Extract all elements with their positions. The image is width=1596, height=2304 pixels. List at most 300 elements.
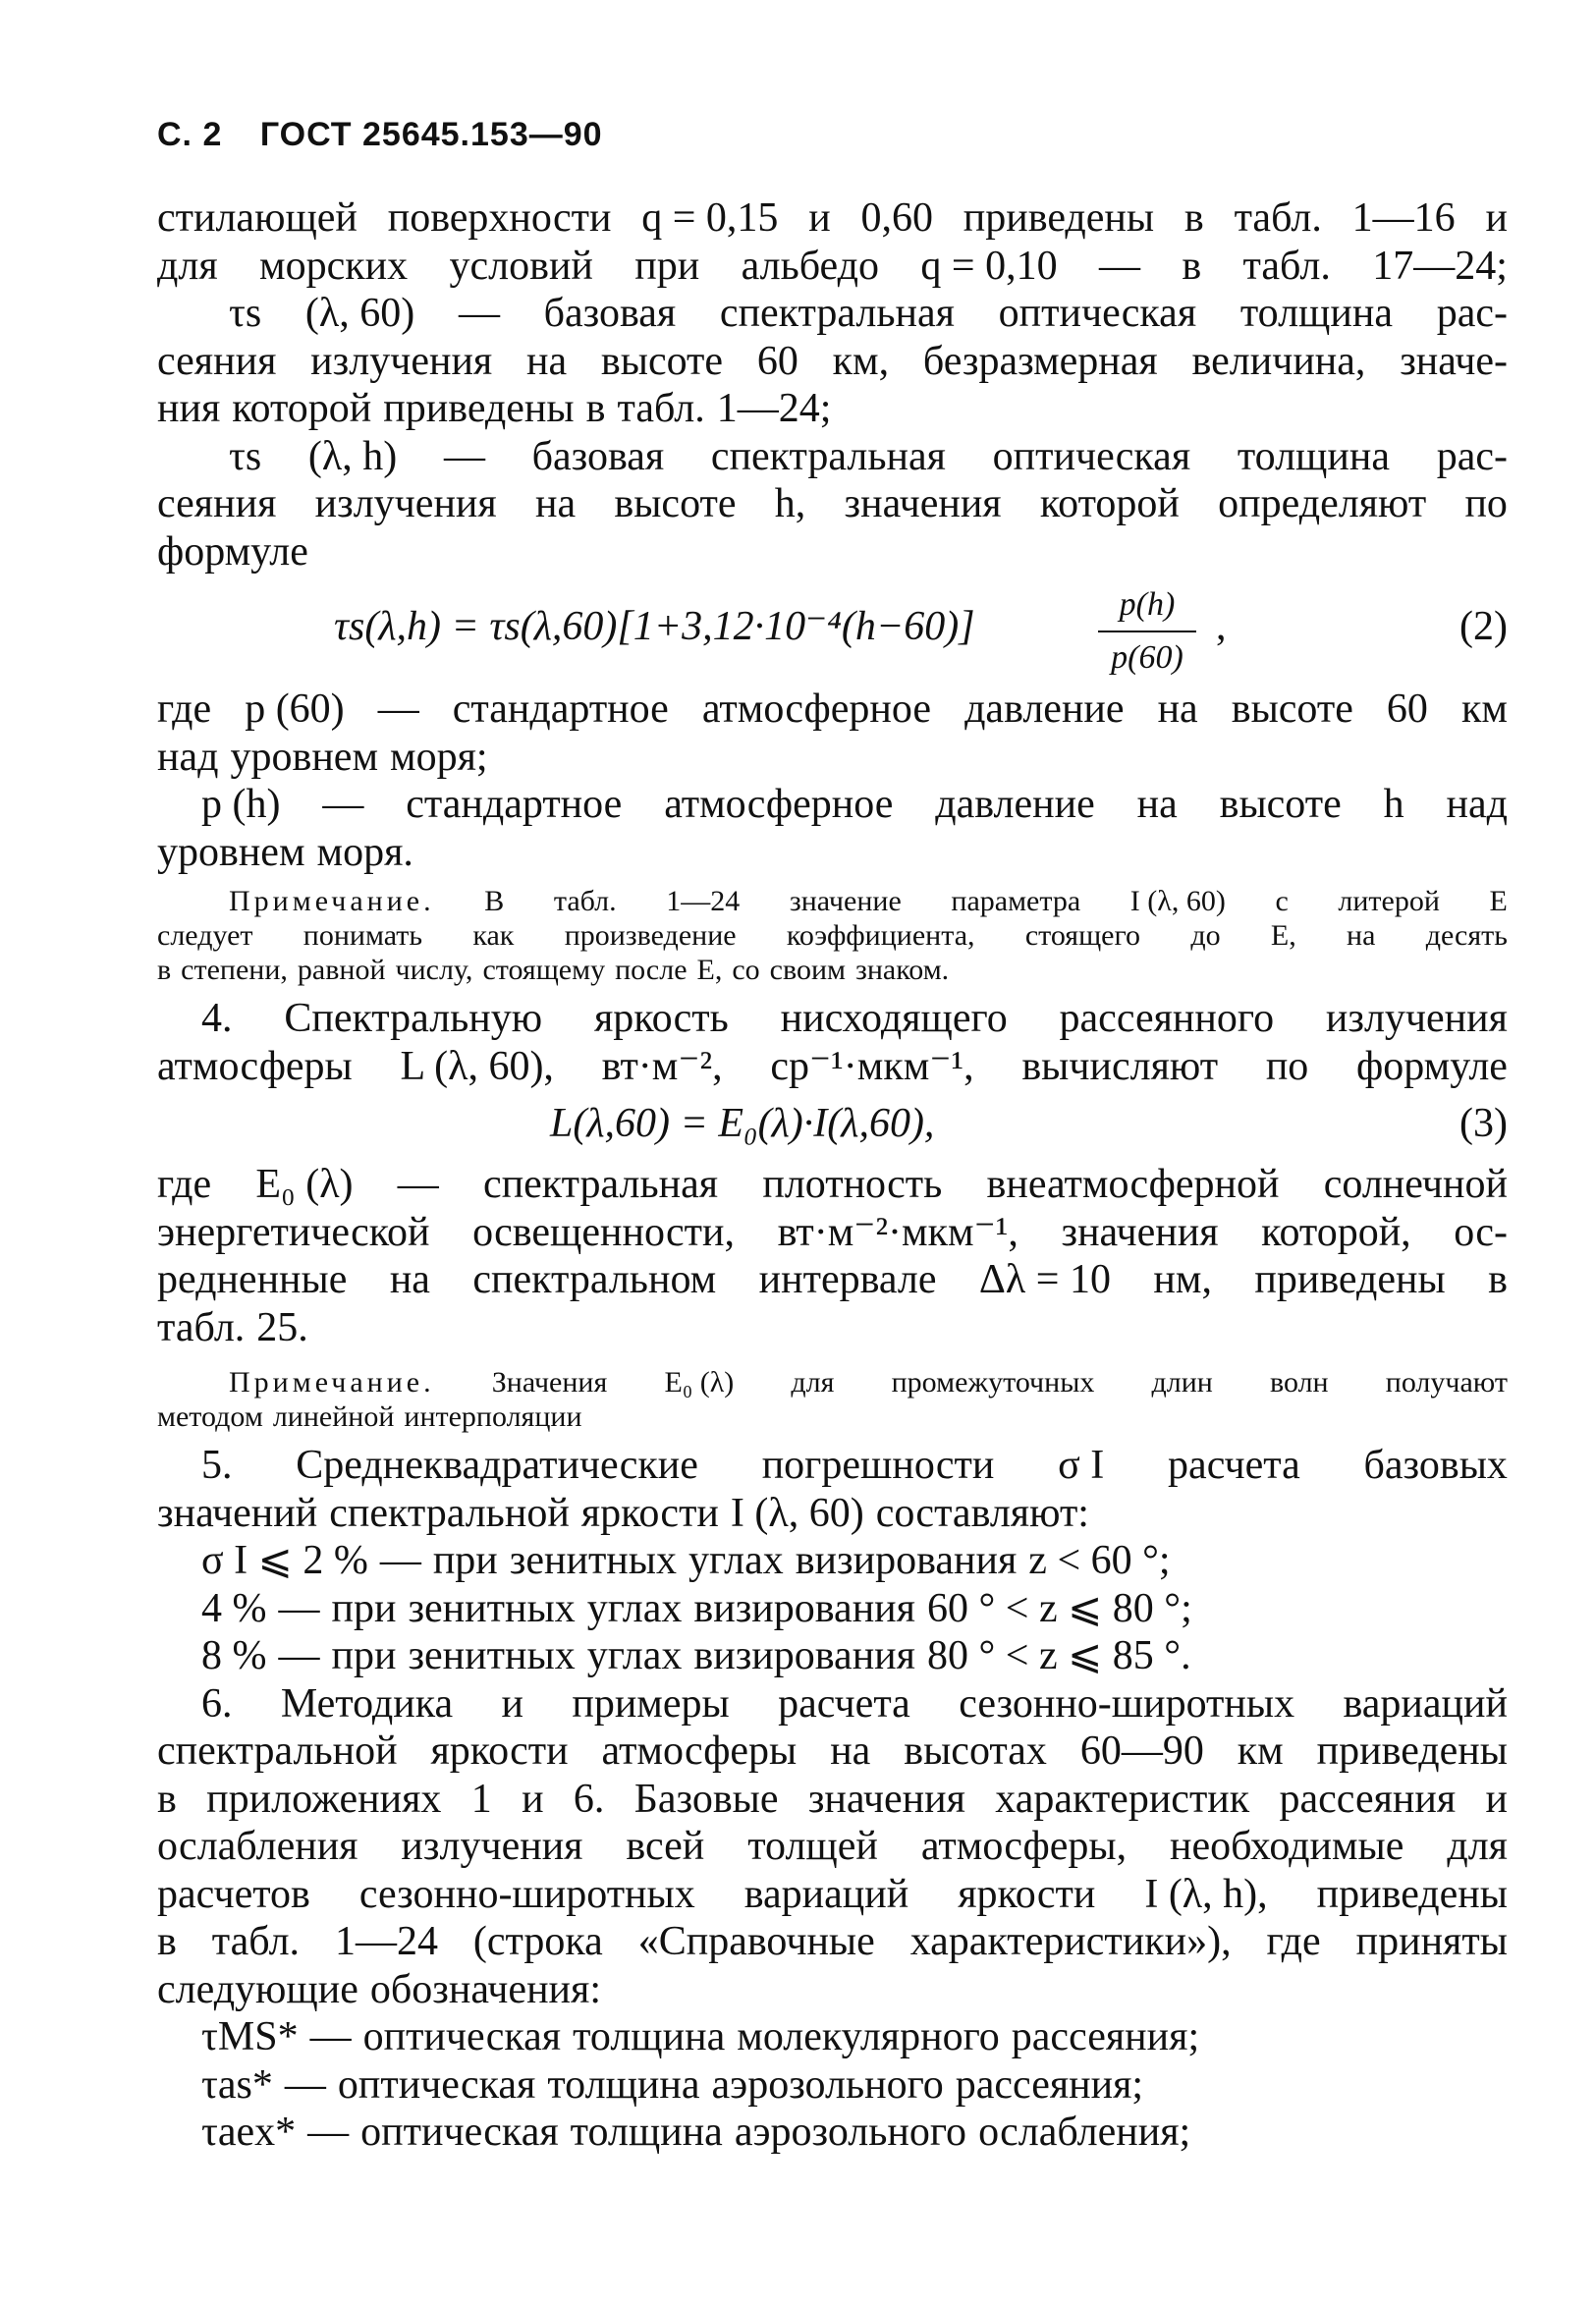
word: табл. bbox=[157, 1304, 246, 1350]
word: для bbox=[157, 243, 218, 289]
word: значения bbox=[807, 1776, 965, 1822]
word: высоте bbox=[1231, 686, 1353, 732]
word: (λ, 60) bbox=[304, 291, 415, 336]
text-line bbox=[157, 734, 1508, 782]
word: спектральной bbox=[329, 1490, 570, 1536]
word: Методика bbox=[280, 1680, 454, 1727]
word: для bbox=[791, 1366, 835, 1399]
word: 4. bbox=[201, 996, 233, 1041]
word: рассеянного bbox=[1059, 996, 1275, 1041]
word: необходимые bbox=[1170, 1824, 1404, 1869]
word: уровнем bbox=[157, 829, 305, 875]
word: определяют bbox=[1218, 481, 1427, 526]
note-line bbox=[157, 953, 1508, 987]
word: зенитных bbox=[408, 1633, 576, 1678]
word: σ I ⩽ 2 % bbox=[201, 1538, 368, 1583]
word: сеяния bbox=[157, 481, 277, 526]
word: базовая bbox=[543, 291, 677, 336]
word: I (λ, h), bbox=[1144, 1871, 1268, 1917]
word: нм, bbox=[1153, 1257, 1212, 1302]
word: числу, bbox=[395, 954, 473, 986]
formula-2-expression: τs(λ,h) = τs(λ,60)[1+3,12·10⁻⁴(h−60)] bbox=[334, 604, 975, 649]
word: углах bbox=[586, 1633, 683, 1678]
word: оптическая bbox=[360, 2110, 559, 2155]
word: интерполяции bbox=[404, 1400, 582, 1433]
word: q = 0,10 bbox=[920, 243, 1058, 289]
word: 6. bbox=[573, 1776, 605, 1822]
word: стоящему bbox=[482, 954, 606, 986]
word: τs bbox=[229, 433, 262, 479]
word: оптическая bbox=[362, 2014, 562, 2059]
text-line bbox=[157, 2061, 1508, 2110]
word: спектральной bbox=[157, 1728, 398, 1774]
word: значения bbox=[844, 481, 1002, 526]
word: ния bbox=[157, 386, 221, 431]
paragraph-5-6 bbox=[157, 1442, 1508, 2157]
formula-2-fraction bbox=[1098, 581, 1196, 682]
word: на bbox=[534, 481, 577, 526]
word: τas* bbox=[201, 2061, 273, 2108]
word: и bbox=[1485, 195, 1508, 241]
word: излучения bbox=[401, 1824, 583, 1869]
word: зенитных bbox=[509, 1538, 678, 1583]
word: вариаций bbox=[743, 1871, 909, 1917]
word: освещенности, bbox=[472, 1209, 735, 1255]
word: 6. bbox=[201, 1680, 233, 1727]
word: — bbox=[458, 291, 500, 336]
word: толщей bbox=[747, 1824, 878, 1869]
word: как bbox=[472, 919, 515, 952]
word: углах bbox=[688, 1538, 784, 1583]
word: своим bbox=[769, 954, 846, 986]
note-1 bbox=[157, 884, 1508, 987]
word: при bbox=[331, 1633, 397, 1678]
word: табл. bbox=[553, 885, 617, 917]
formula-2-comma: , bbox=[1216, 604, 1227, 649]
word: приведены bbox=[1316, 1728, 1508, 1774]
word: в bbox=[1182, 243, 1202, 289]
text-line bbox=[157, 1442, 1508, 1490]
word: 80 ° < z ⩽ 85 °. bbox=[926, 1633, 1191, 1678]
word: оптическая bbox=[998, 291, 1197, 336]
word: табл. bbox=[1242, 243, 1331, 289]
word: условий bbox=[449, 243, 593, 289]
word: I (λ, 60) bbox=[1129, 885, 1226, 917]
word: плотность bbox=[762, 1162, 943, 1207]
word: в bbox=[1183, 195, 1204, 241]
word: приложениях bbox=[206, 1776, 442, 1822]
word: спектральном bbox=[472, 1257, 717, 1302]
word: толщина bbox=[547, 2061, 700, 2108]
word: длин bbox=[1151, 1366, 1213, 1399]
word: после bbox=[615, 954, 688, 986]
word: поверхности bbox=[387, 195, 612, 241]
word: интервале bbox=[758, 1257, 937, 1302]
text-line bbox=[157, 995, 1508, 1043]
word: следует bbox=[157, 919, 253, 952]
word: характеристики»), bbox=[909, 1919, 1232, 1964]
word: характеристик bbox=[995, 1776, 1250, 1822]
word: приняты bbox=[1355, 1919, 1508, 1964]
word: на bbox=[389, 1257, 430, 1302]
word: E₀ (λ) bbox=[255, 1162, 354, 1207]
word: волн bbox=[1270, 1366, 1329, 1399]
word: над bbox=[157, 734, 219, 780]
word: σ I bbox=[1058, 1443, 1105, 1488]
word: и bbox=[1485, 1776, 1508, 1822]
word: 0,60 bbox=[860, 195, 933, 241]
word: значений bbox=[157, 1490, 318, 1536]
word: — bbox=[278, 1633, 320, 1678]
word: Δλ = 10 bbox=[978, 1257, 1111, 1302]
page-number: С. 2 bbox=[157, 116, 223, 153]
word: для bbox=[1447, 1824, 1508, 1869]
word: по bbox=[1464, 481, 1508, 526]
word: — bbox=[309, 2014, 352, 2059]
word: в bbox=[585, 386, 606, 431]
word: ослабления bbox=[157, 1824, 358, 1869]
word: внеатмосферной bbox=[986, 1162, 1280, 1207]
word: излучения bbox=[314, 481, 497, 526]
word: оптическая bbox=[992, 433, 1191, 479]
word: значение bbox=[789, 885, 902, 917]
text-line bbox=[157, 1966, 1508, 2014]
word: спектральная bbox=[483, 1162, 719, 1207]
word: спектральная bbox=[719, 291, 955, 336]
paragraph-4 bbox=[157, 995, 1508, 1090]
word: вариаций bbox=[1343, 1680, 1508, 1727]
word: стоящего bbox=[1024, 919, 1141, 952]
word: — bbox=[443, 433, 485, 479]
word: Е bbox=[1489, 885, 1508, 917]
word: км bbox=[1237, 1728, 1284, 1774]
word: сезонно-широтных bbox=[959, 1680, 1295, 1727]
word: и bbox=[808, 195, 831, 241]
word: в bbox=[157, 1776, 177, 1822]
word: визирования bbox=[795, 1538, 1018, 1583]
text-line bbox=[157, 1585, 1508, 1633]
word: толщина bbox=[573, 2014, 726, 2059]
text-line bbox=[157, 243, 1508, 291]
word: при bbox=[331, 1585, 397, 1631]
word: уровнем bbox=[230, 734, 379, 780]
text-line bbox=[157, 2013, 1508, 2061]
text-line bbox=[157, 1918, 1508, 1966]
word: на bbox=[830, 1728, 871, 1774]
word: атмосферы, bbox=[920, 1824, 1128, 1869]
word: со bbox=[732, 954, 760, 986]
word: безразмерная bbox=[922, 338, 1158, 384]
word: q = 0,15 bbox=[641, 195, 779, 241]
text-line bbox=[157, 1823, 1508, 1871]
word: p (h) bbox=[201, 782, 281, 827]
standard-code: ГОСТ 25645.153—90 bbox=[259, 116, 603, 153]
word: — bbox=[322, 782, 364, 827]
word: излучения bbox=[310, 338, 493, 384]
word: на bbox=[1136, 782, 1178, 827]
paragraph-e0 bbox=[157, 1161, 1508, 1351]
word: базовых bbox=[1363, 1443, 1508, 1488]
word: τMS* bbox=[201, 2014, 299, 2059]
text-line bbox=[157, 829, 1508, 877]
word: τaex* bbox=[201, 2110, 297, 2155]
word: стандартное bbox=[406, 782, 623, 827]
word: величина, bbox=[1191, 338, 1366, 384]
word: излучения bbox=[1325, 996, 1508, 1041]
text-line bbox=[157, 686, 1508, 734]
word: Базовые bbox=[633, 1776, 779, 1822]
word: h, bbox=[774, 481, 806, 526]
word: ос- bbox=[1454, 1209, 1508, 1255]
text-line bbox=[157, 194, 1508, 243]
word: где bbox=[1266, 1919, 1321, 1964]
word: десять bbox=[1425, 919, 1508, 952]
word: 1—24 bbox=[334, 1919, 438, 1964]
text-line bbox=[157, 1043, 1508, 1091]
word: в bbox=[157, 1919, 177, 1964]
word: атмосферы bbox=[601, 1728, 798, 1774]
word: солнечной bbox=[1323, 1162, 1508, 1207]
word: при bbox=[432, 1538, 498, 1583]
word: промежуточных bbox=[891, 1366, 1095, 1399]
word: расчета bbox=[1168, 1443, 1300, 1488]
word: аэрозольного bbox=[711, 2061, 944, 2108]
word: p (60) bbox=[245, 686, 345, 732]
word: — bbox=[379, 1538, 421, 1583]
word: яркости bbox=[958, 1871, 1096, 1917]
word: редненные bbox=[157, 1257, 348, 1302]
word: E₀ (λ) bbox=[664, 1366, 735, 1399]
word: приведены bbox=[1254, 1257, 1446, 1302]
word: давление bbox=[935, 782, 1095, 827]
formula-3-expression: L(λ,60) = E₀(λ)·I(λ,60), bbox=[550, 1101, 935, 1146]
word: знаком. bbox=[855, 954, 950, 986]
formula-3-number: (3) bbox=[1459, 1101, 1508, 1146]
word: сеяния bbox=[157, 338, 277, 384]
word: 5. bbox=[201, 1443, 233, 1488]
word: высоте bbox=[600, 338, 724, 384]
word: альбедо bbox=[741, 243, 880, 289]
text-line bbox=[157, 1680, 1508, 1728]
word: аэрозольного bbox=[734, 2110, 967, 2155]
word: линейной bbox=[272, 1400, 395, 1433]
note-line bbox=[157, 918, 1508, 953]
word: яркости bbox=[430, 1728, 569, 1774]
word: В bbox=[484, 885, 505, 917]
word: составляют: bbox=[875, 1490, 1089, 1536]
word: и bbox=[501, 1680, 523, 1727]
word: на bbox=[1157, 686, 1198, 732]
word: углах bbox=[586, 1585, 683, 1631]
word: моря; bbox=[390, 734, 488, 780]
word: до bbox=[1190, 919, 1221, 952]
word: ср⁻¹·мкм⁻¹, bbox=[770, 1043, 974, 1089]
word: стандартное bbox=[452, 686, 669, 732]
word: примеры bbox=[572, 1680, 730, 1727]
text-line bbox=[157, 1490, 1508, 1538]
word: значения bbox=[1061, 1209, 1219, 1255]
word: яркости bbox=[580, 1490, 719, 1536]
word: получают bbox=[1385, 1366, 1508, 1399]
fraction-bar bbox=[1098, 631, 1196, 632]
word: над bbox=[1446, 782, 1508, 827]
word: энергетической bbox=[157, 1209, 430, 1255]
word: рассеяния; bbox=[1011, 2014, 1200, 2059]
word: Значения bbox=[491, 1366, 608, 1399]
word: рассеяния bbox=[1279, 1776, 1457, 1822]
word: — bbox=[307, 2110, 350, 2155]
word: приведены bbox=[1316, 1871, 1508, 1917]
word: расчетов bbox=[157, 1871, 310, 1917]
word: базовая bbox=[531, 433, 665, 479]
word: атмосферное bbox=[664, 782, 894, 827]
text-line bbox=[157, 338, 1508, 386]
word: рас- bbox=[1436, 291, 1508, 336]
fraction-denominator: p(60) bbox=[1111, 639, 1183, 676]
word: км bbox=[1460, 686, 1508, 732]
word: в bbox=[157, 954, 172, 986]
word: табл. bbox=[1234, 195, 1322, 241]
word: высотах bbox=[904, 1728, 1047, 1774]
word: ослабления; bbox=[978, 2110, 1191, 2155]
word: 60 bbox=[756, 338, 798, 384]
note-line bbox=[157, 884, 1508, 918]
word: сезонно-широтных bbox=[358, 1871, 695, 1917]
word: табл. bbox=[211, 1919, 301, 1964]
note-label: Примечание. bbox=[229, 885, 435, 917]
word: τs bbox=[229, 291, 262, 336]
text-line bbox=[157, 385, 1508, 433]
word: 1—16 bbox=[1351, 195, 1456, 241]
text-line bbox=[157, 1776, 1508, 1824]
word: — bbox=[397, 1162, 439, 1207]
word: вычисляют bbox=[1021, 1043, 1219, 1089]
word: Е, bbox=[1270, 919, 1296, 952]
word: 60 ° < z ⩽ 80 °; bbox=[926, 1585, 1192, 1631]
word: на bbox=[1347, 919, 1376, 952]
word: 1—24 bbox=[666, 885, 741, 917]
word: обозначения: bbox=[369, 1966, 602, 2012]
word: литерой bbox=[1338, 885, 1440, 917]
word: 8 % bbox=[201, 1633, 267, 1678]
word: приведены bbox=[383, 386, 575, 431]
word: атмосферное bbox=[701, 686, 932, 732]
word: 1—24; bbox=[716, 386, 832, 431]
word: визирования bbox=[693, 1633, 915, 1678]
fraction-numerator: p(h) bbox=[1119, 586, 1176, 623]
word: I (λ, 60) bbox=[730, 1490, 864, 1536]
paragraph-pressure bbox=[157, 686, 1508, 876]
word: формуле bbox=[1356, 1043, 1508, 1089]
word: «Справочные bbox=[637, 1919, 875, 1964]
word: табл. bbox=[617, 386, 705, 431]
word: визирования bbox=[693, 1585, 915, 1631]
word: с bbox=[1275, 885, 1289, 917]
word: высоте bbox=[1219, 782, 1342, 827]
page-header bbox=[157, 116, 631, 154]
word: рассеяния; bbox=[955, 2061, 1144, 2108]
word: z < 60 °; bbox=[1028, 1538, 1171, 1583]
word: высоте bbox=[614, 481, 737, 526]
note-2 bbox=[157, 1365, 1508, 1434]
note-label: Примечание. bbox=[229, 1366, 435, 1399]
word: при bbox=[634, 243, 700, 289]
note-line bbox=[157, 1399, 1508, 1434]
word: стилающей bbox=[157, 195, 358, 241]
text-line bbox=[157, 480, 1508, 528]
word: толщина bbox=[1239, 291, 1393, 336]
text-line bbox=[157, 1304, 1508, 1352]
word: и bbox=[522, 1776, 544, 1822]
word: L (λ, 60), bbox=[400, 1043, 554, 1089]
word: приведены bbox=[963, 195, 1155, 241]
text-line bbox=[157, 1632, 1508, 1680]
word: — bbox=[284, 2061, 326, 2108]
word: км, bbox=[832, 338, 890, 384]
word: которой bbox=[1039, 481, 1180, 526]
note-line bbox=[157, 1365, 1508, 1399]
word: 4 % bbox=[201, 1585, 267, 1631]
word: молекулярного bbox=[737, 2014, 1000, 2059]
word: зенитных bbox=[408, 1585, 576, 1631]
word: которой bbox=[232, 386, 372, 431]
word: — bbox=[377, 686, 419, 732]
word: Среднеквадратические bbox=[296, 1443, 698, 1488]
word: толщина bbox=[1237, 433, 1390, 479]
text-line bbox=[157, 1209, 1508, 1257]
text-line bbox=[157, 781, 1508, 829]
word: 60—90 bbox=[1079, 1728, 1204, 1774]
word: — bbox=[278, 1585, 320, 1631]
word: методом bbox=[157, 1400, 263, 1433]
text-line bbox=[157, 528, 1508, 576]
text-line bbox=[157, 1161, 1508, 1209]
text-line bbox=[157, 290, 1508, 338]
text-line bbox=[157, 1871, 1508, 1919]
formula-3 bbox=[157, 1090, 1508, 1161]
word: в bbox=[1488, 1257, 1508, 1302]
word: оптическая bbox=[337, 2061, 536, 2108]
word: где bbox=[157, 1162, 212, 1207]
word: где bbox=[157, 686, 212, 732]
body-text bbox=[157, 194, 1508, 2157]
word: расчета bbox=[778, 1680, 910, 1727]
word: 60 bbox=[1386, 686, 1428, 732]
word: по bbox=[1265, 1043, 1309, 1089]
word: 17—24; bbox=[1372, 243, 1508, 289]
word: толщина bbox=[570, 2110, 723, 2155]
text-line bbox=[157, 2109, 1508, 2157]
word: коэффициента, bbox=[786, 919, 975, 952]
word: нисходящего bbox=[780, 996, 1008, 1041]
word: вт·м⁻², bbox=[601, 1043, 723, 1089]
word: вт·м⁻²·мкм⁻¹, bbox=[777, 1209, 1018, 1255]
word: следующие bbox=[157, 1966, 358, 2012]
word: h bbox=[1383, 782, 1404, 827]
word: 1 bbox=[470, 1776, 492, 1822]
word: степени, bbox=[181, 954, 288, 986]
word: понимать bbox=[303, 919, 423, 952]
word: яркость bbox=[593, 996, 729, 1041]
word: спектральная bbox=[710, 433, 946, 479]
paragraph-definitions bbox=[157, 194, 1508, 576]
text-line bbox=[157, 1728, 1508, 1776]
word: 25. bbox=[256, 1304, 308, 1350]
word: атмосферы bbox=[157, 1043, 353, 1089]
word: моря. bbox=[316, 829, 413, 875]
word: морских bbox=[259, 243, 409, 289]
word: всей bbox=[626, 1824, 705, 1869]
